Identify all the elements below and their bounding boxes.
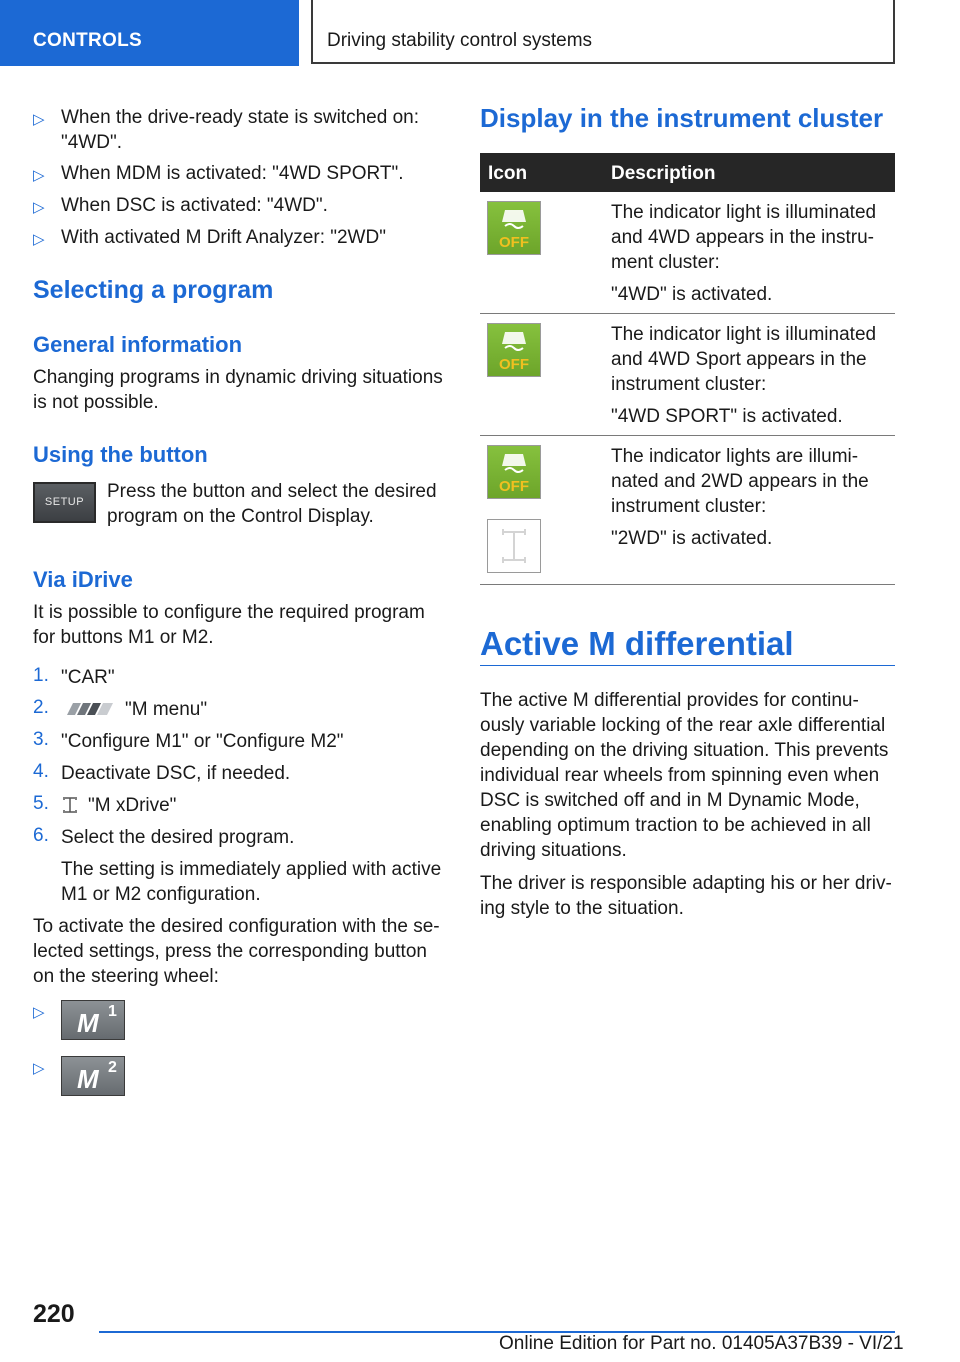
m-menu-icon	[61, 701, 117, 717]
bullet-item: With activated M Drift Analyzer: "2WD"	[61, 227, 386, 248]
heading-selecting-program: Selecting a program	[33, 276, 274, 304]
bullet-icon: ▷	[33, 231, 45, 248]
row-divider	[480, 584, 895, 585]
step-text: Select the desired program.	[61, 827, 295, 848]
step-number: 3.	[33, 729, 49, 750]
step-text: "M menu"	[125, 699, 208, 720]
chapter-tab	[311, 0, 895, 64]
2wd-indicator-icon	[487, 445, 541, 499]
section-title: CONTROLS	[33, 30, 143, 51]
row-description: The indicator lights are illumi- nated and 2WD appears in the instrument cluster:	[611, 446, 869, 517]
driver-text: The driver is responsible adapting his or her driv- ing style to the situation.	[480, 873, 892, 919]
row-status: "4WD SPORT" is activated.	[611, 406, 843, 427]
column-header-icon: Icon	[488, 163, 528, 184]
bullet-item: When the drive-ready state is switched on: "4WD".	[61, 107, 420, 153]
step-number: 5.	[33, 793, 49, 814]
step-6-detail: The setting is immediately applied with active M1 or M2 configuration.	[61, 859, 442, 905]
4wd-sport-indicator-icon	[487, 323, 541, 377]
column-header-description: Description	[611, 163, 716, 184]
row-status: "4WD" is activated.	[611, 284, 773, 305]
active-text: The active M differential provides for continu- ously variable locking of the rear axle differential depending on the driving situation. This prevents individual rear wheels from spinning even when DSC is switched off and in M Dynamic Mode, enabling optimum traction to be achieved in all driving situations.	[480, 690, 889, 861]
step-number: 6.	[33, 825, 49, 846]
svg-text:OFF: OFF	[499, 234, 529, 251]
activate-text: To activate the desired configuration with the se- lected settings, press the corresponding button on the steering wheel:	[33, 916, 440, 987]
page-number: 220	[33, 1300, 75, 1328]
bullet-item: When MDM is activated: "4WD SPORT".	[61, 163, 404, 184]
svg-text:OFF: OFF	[499, 478, 529, 495]
xdrive-icon	[62, 796, 78, 814]
heading-general-information: General information	[33, 332, 243, 357]
heading-underline	[480, 665, 895, 666]
setup-button-icon: SETUP	[33, 482, 96, 523]
heading-using-button: Using the button	[33, 442, 208, 467]
heading-display-cluster: Display in the instrument cluster	[480, 103, 884, 133]
4wd-indicator-icon	[487, 201, 541, 255]
bullet-icon: ▷	[33, 1060, 45, 1077]
drivetrain-icon	[487, 519, 541, 573]
step-text: "M xDrive"	[88, 795, 177, 816]
button-text: Press the button and select the desired program on the Control Display.	[107, 481, 437, 527]
bullet-icon: ▷	[33, 1004, 45, 1021]
m2-button-icon: M 2	[61, 1056, 125, 1096]
svg-text:OFF: OFF	[499, 356, 529, 373]
step-number: 2.	[33, 697, 49, 718]
row-divider	[480, 313, 895, 314]
chapter-title: Driving stability control systems	[327, 30, 593, 51]
idrive-text: It is possible to configure the required program for buttons M1 or M2.	[33, 602, 425, 648]
row-status: "2WD" is activated.	[611, 528, 773, 549]
m1-button-icon: M 1	[61, 1000, 125, 1040]
heading-active-m-differential: Active M differential	[480, 625, 794, 662]
step-text: Deactivate DSC, if needed.	[61, 763, 291, 784]
step-number: 4.	[33, 761, 49, 782]
table-header	[480, 153, 895, 192]
step-text: "CAR"	[61, 667, 115, 688]
step-number: 1.	[33, 665, 49, 686]
bullet-icon: ▷	[33, 199, 45, 216]
bullet-item: When DSC is activated: "4WD".	[61, 195, 328, 216]
bullet-icon: ▷	[33, 167, 45, 184]
row-description: The indicator light is illuminated and 4WD Sport appears in the instrument cluster:	[611, 324, 877, 395]
edition-text: Online Edition for Part no. 01405A37B39 - VI/21	[499, 1333, 904, 1354]
bullet-icon: ▷	[33, 111, 45, 128]
row-divider	[480, 435, 895, 436]
row-description: The indicator light is illuminated and 4WD appears in the instru- ment cluster:	[611, 202, 877, 273]
step-text: "Configure M1" or "Configure M2"	[61, 731, 344, 752]
heading-via-idrive: Via iDrive	[33, 567, 133, 592]
section-tab	[0, 0, 299, 66]
general-text: Changing programs in dynamic driving situations is not possible.	[33, 367, 443, 413]
